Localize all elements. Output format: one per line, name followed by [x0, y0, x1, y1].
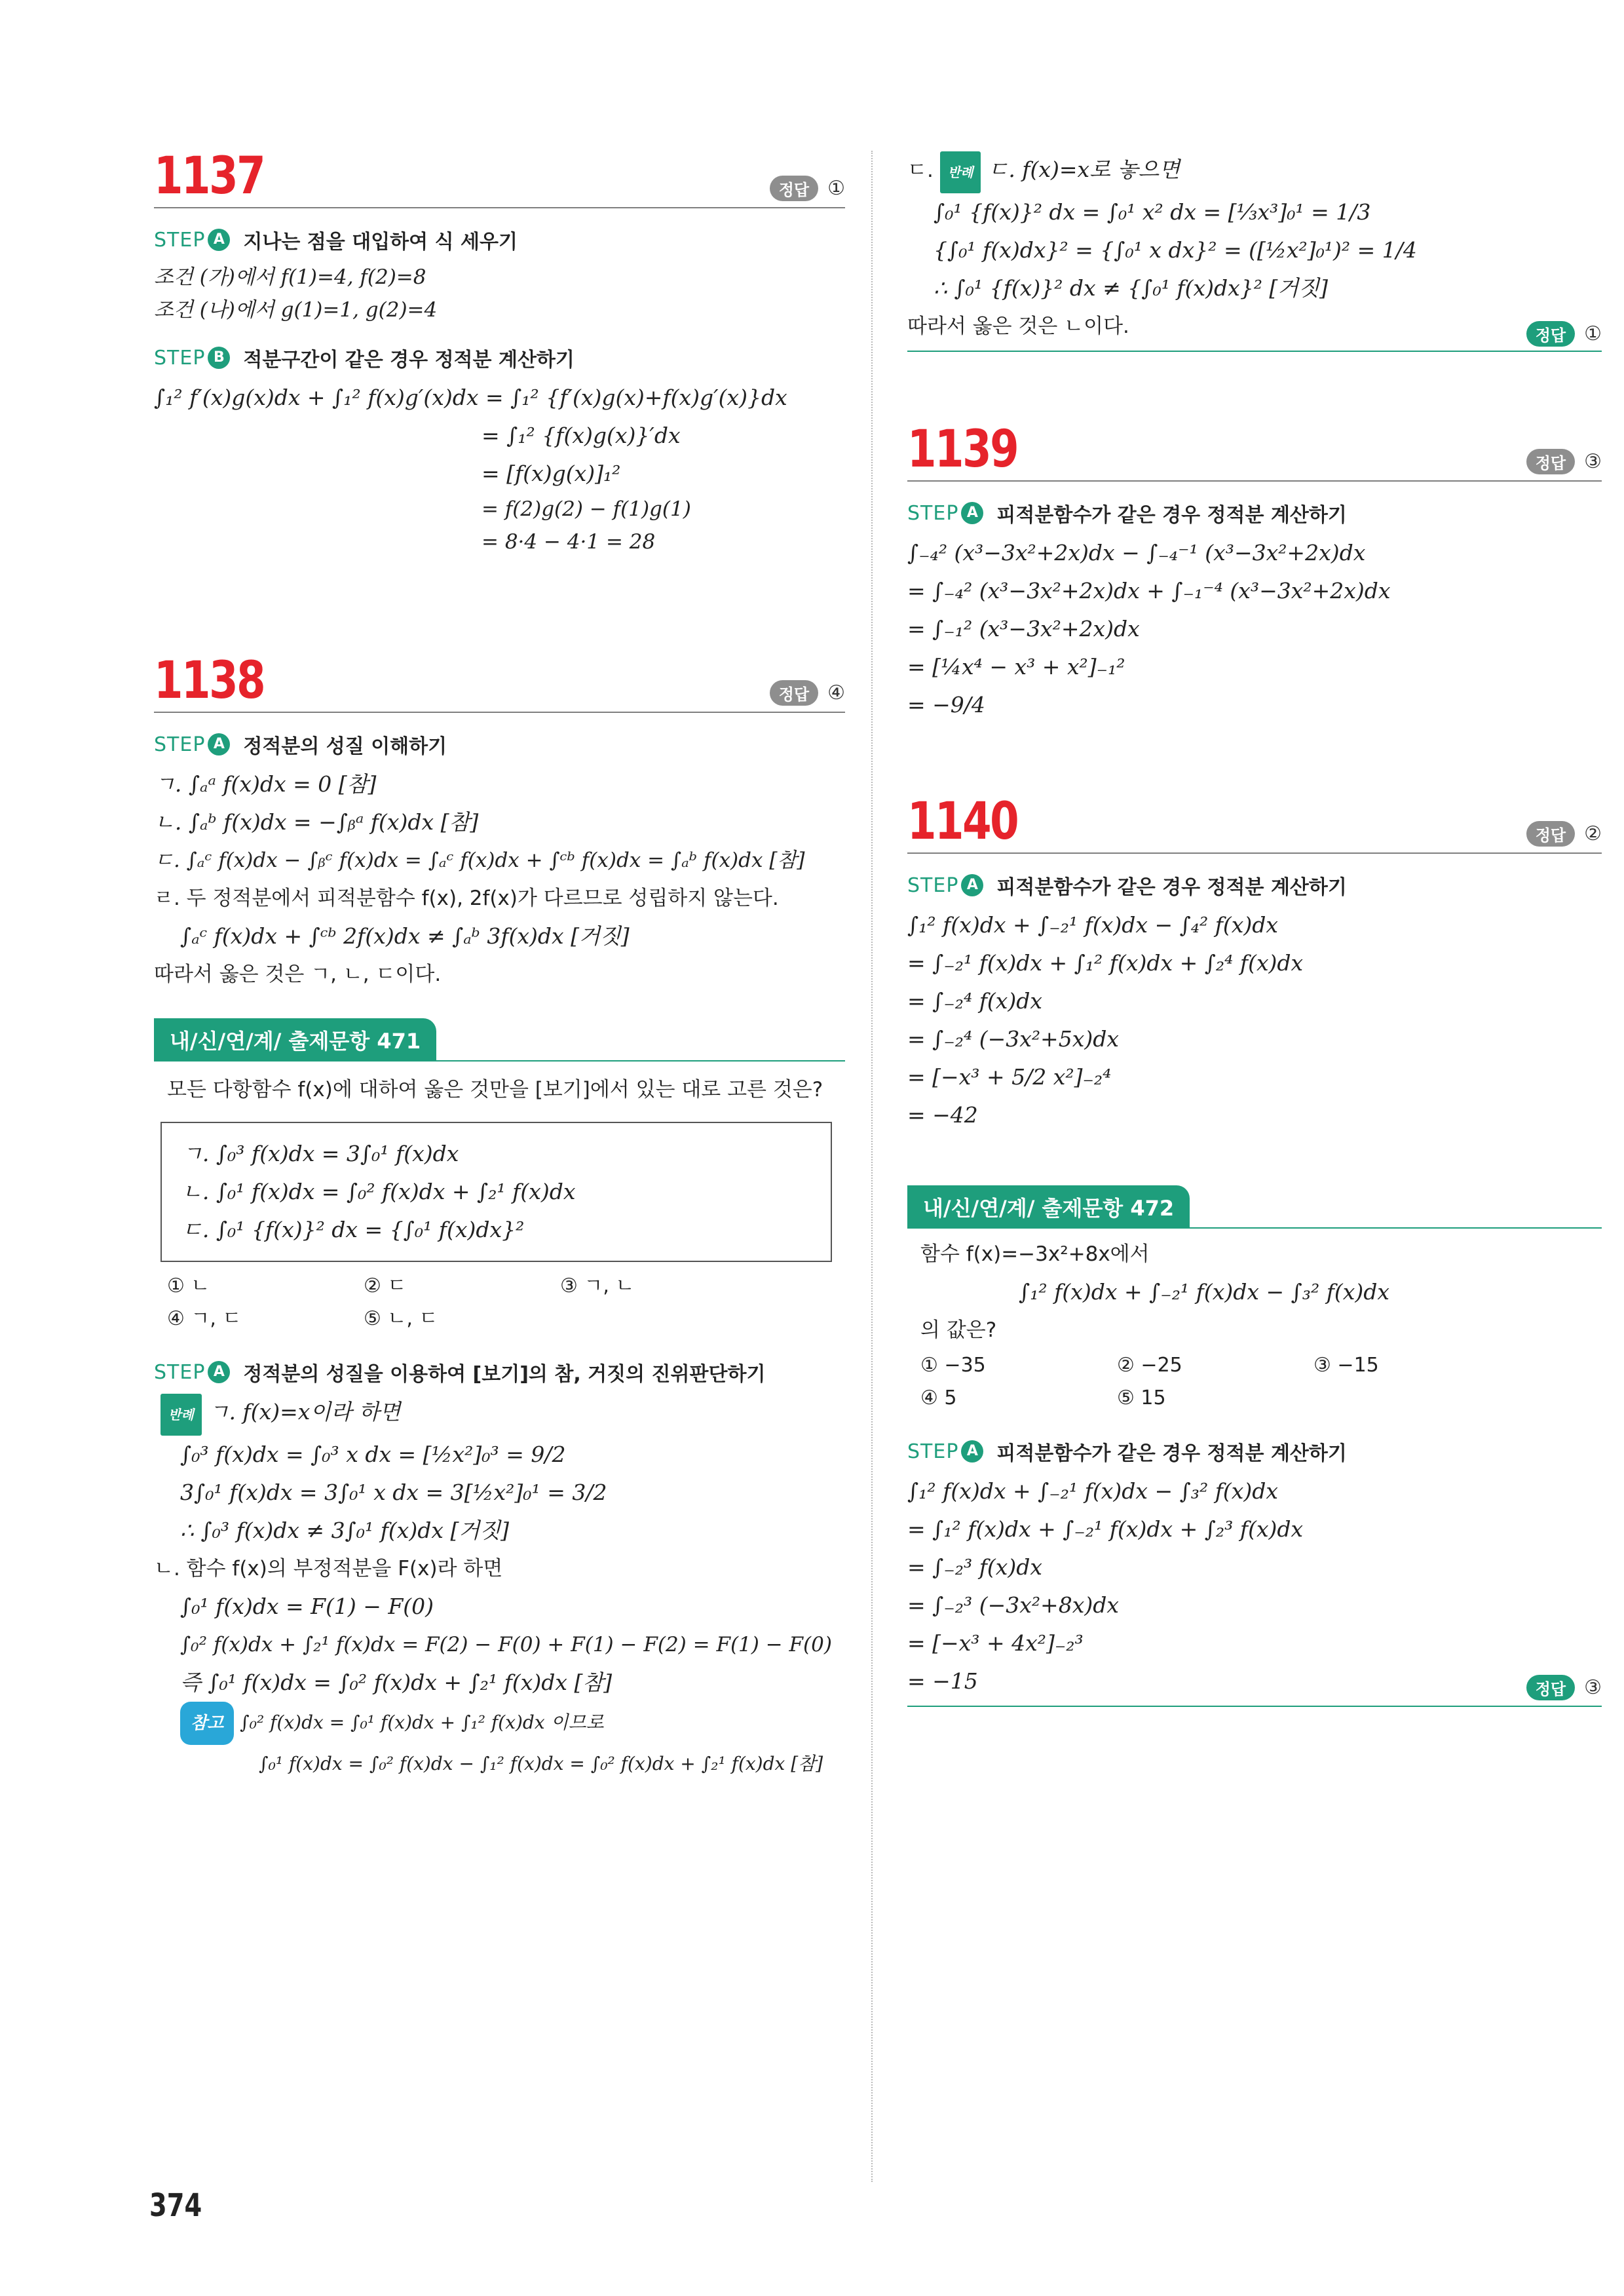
step-word: STEP	[154, 1360, 206, 1384]
step-letter: B	[208, 347, 230, 369]
step-a-heading	[907, 499, 1602, 527]
step-letter: A	[961, 502, 983, 524]
choice-list	[167, 1270, 845, 1335]
choice-5: ⑤ 15	[1117, 1387, 1166, 1409]
answer-value: ③	[1584, 450, 1602, 473]
step-title: 지나는 점을 대입하여 식 세우기	[243, 231, 518, 254]
math-line: = ∫₋₂⁴ (−3x²+5x)dx	[907, 1026, 1119, 1052]
box-line: ㄷ. ∫₀¹ {f(x)}² dx = {∫₀¹ f(x)dx}²	[181, 1217, 525, 1242]
step-title: 피적분함수가 같은 경우 정적분 계산하기	[996, 876, 1347, 899]
step-word: STEP	[154, 228, 206, 252]
answer-badge	[770, 680, 845, 706]
problem-1139	[907, 420, 1602, 724]
math-line: 조건 (나)에서 g(1)=1, g(2)=4	[154, 298, 438, 322]
problem-number: 1138	[154, 651, 265, 710]
note-line: ∫₀¹ f(x)dx = ∫₀² f(x)dx − ∫₁² f(x)dx = ∫₀² f(x)dx + ∫₂¹ f(x)dx [참]	[259, 1753, 823, 1774]
step-word: STEP	[907, 1440, 959, 1463]
problem-number: 1140	[907, 792, 1018, 851]
math-line: = −9/4	[907, 692, 985, 718]
step-a-heading	[154, 1358, 845, 1387]
math-line: = ∫₁² f(x)dx + ∫₋₂¹ f(x)dx + ∫₂³ f(x)dx	[907, 1516, 1304, 1542]
math-line: = ∫₋₁² (x³−3x²+2x)dx	[907, 616, 1140, 641]
math-line: ∫₀¹ f(x)dx = F(1) − F(0)	[180, 1594, 434, 1619]
choice-3: ③ ㄱ, ㄴ	[560, 1274, 635, 1297]
math-line	[154, 1393, 845, 1436]
step-letter: A	[208, 1361, 230, 1383]
math-line: = f(2)g(2) − f(1)g(1)	[482, 497, 691, 521]
note-line	[154, 1702, 845, 1745]
step-a-heading	[154, 225, 845, 254]
solution-472	[907, 1472, 1602, 1707]
step-letter: A	[961, 1440, 983, 1463]
divider	[907, 852, 1602, 854]
counterexample-tag: 반례	[940, 151, 981, 193]
note-tag: 참고	[180, 1702, 234, 1745]
text-line: 따라서 옳은 것은 ㄱ, ㄴ, ㄷ이다.	[154, 963, 442, 986]
math-line: = ∫₁² {f(x)g(x)}′dx	[482, 423, 681, 448]
divider	[154, 712, 845, 713]
math-line: ∫₁² f(x)dx + ∫₋₂¹ f(x)dx − ∫₃² f(x)dx	[1019, 1279, 1390, 1305]
divider	[907, 1706, 1602, 1707]
choice-list	[920, 1349, 1602, 1415]
answer-label: 정답	[770, 176, 818, 201]
problem-number: 1137	[154, 147, 265, 206]
math-line: ㄱ. ∫ₐᵃ f(x)dx = 0 [참]	[154, 771, 377, 797]
step-a-heading	[907, 1437, 1602, 1466]
math-line: ∫₀² f(x)dx + ∫₂¹ f(x)dx = F(2) − F(0) + F(1) − F(2) = F(1) − F(0)	[180, 1633, 832, 1656]
line-text: ㄱ. f(x)=x이라 하면	[208, 1399, 401, 1425]
math-line: = ∫₋₂³ f(x)dx	[907, 1554, 1043, 1580]
divider	[907, 480, 1602, 482]
math-line: ∫ₐᶜ f(x)dx + ∫ᶜᵇ 2f(x)dx ≠ ∫ₐᵇ 3f(x)dx [거짓]	[180, 923, 630, 949]
problem-1137	[154, 147, 845, 554]
math-line: = ∫₋₂⁴ f(x)dx	[907, 988, 1043, 1014]
math-line: = ∫₋₄² (x³−3x²+2x)dx + ∫₋₁⁻⁴ (x³−3x²+2x)dx	[907, 578, 1391, 603]
choice-4: ④ ㄱ, ㄷ	[167, 1307, 242, 1330]
math-line: = −42	[907, 1102, 978, 1128]
math-line: ∫₋₄² (x³−3x²+2x)dx − ∫₋₄⁻¹ (x³−3x²+2x)dx	[907, 540, 1366, 565]
question-text: 모든 다항함수 f(x)에 대하여 옳은 것만을 [보기]에서 있는 대로 고른 것은?	[167, 1078, 823, 1101]
step-word: STEP	[907, 873, 959, 897]
step-b-heading	[154, 343, 845, 372]
answer-badge	[770, 176, 845, 201]
answer-badge	[1526, 449, 1602, 474]
choice-2: ② ㄷ	[364, 1274, 407, 1297]
math-line: ∫₀¹ {f(x)}² dx = ∫₀¹ x² dx = [⅓x³]₀¹ = 1/3	[934, 199, 1371, 225]
step-title: 정적분의 성질 이해하기	[243, 735, 447, 758]
text-line: ㄴ. 함수 f(x)의 부정적분을 F(x)라 하면	[154, 1557, 503, 1580]
step-title: 적분구간이 같은 경우 정적분 계산하기	[243, 349, 575, 372]
math-line: = ∫₋₂¹ f(x)dx + ∫₁² f(x)dx + ∫₂⁴ f(x)dx	[907, 950, 1304, 976]
step-title: 피적분함수가 같은 경우 정적분 계산하기	[996, 504, 1347, 527]
math-line: ㄴ. ∫ₐᵇ f(x)dx = −∫ᵦᵃ f(x)dx [참]	[154, 809, 479, 835]
step-word: STEP	[907, 501, 959, 525]
box-line: ㄱ. ∫₀³ f(x)dx = 3∫₀¹ f(x)dx	[181, 1141, 459, 1166]
answer-badge	[1526, 821, 1602, 847]
example-box	[161, 1122, 832, 1262]
band-label: 내/신/연/계/ 출제문항 471	[154, 1018, 436, 1062]
math-line: ∴ ∫₀¹ {f(x)}² dx ≠ {∫₀¹ f(x)dx}² [거짓]	[934, 275, 1328, 301]
math-line: = [¼x⁴ − x³ + x²]₋₁²	[907, 654, 1125, 679]
problem-1140	[907, 792, 1602, 1134]
answer-value: ①	[1584, 322, 1602, 345]
math-line: ㄷ. ∫ₐᶜ f(x)dx − ∫ᵦᶜ f(x)dx = ∫ₐᶜ f(x)dx + ∫ᶜᵇ f(x)dx = ∫ₐᵇ f(x)dx [참]	[154, 849, 805, 872]
text-line: 따라서 옳은 것은 ㄴ이다.	[907, 315, 1129, 338]
divider	[154, 207, 845, 208]
step-word: STEP	[154, 733, 206, 756]
math-line: = [−x³ + 5/2 x²]₋₂⁴	[907, 1064, 1112, 1090]
column-separator	[871, 151, 873, 2182]
problem-1138	[154, 651, 845, 993]
line-text: ∫₀² f(x)dx = ∫₀¹ f(x)dx + ∫₁² f(x)dx 이므로	[240, 1712, 604, 1733]
right-column	[907, 151, 1602, 1707]
math-line: = ∫₋₂³ (−3x²+8x)dx	[907, 1592, 1119, 1618]
band-label: 내/신/연/계/ 출제문항 472	[907, 1185, 1190, 1229]
choice-1: ① −35	[920, 1354, 986, 1377]
continuation-471	[907, 151, 1602, 352]
answer-value: ④	[827, 681, 845, 704]
math-line: 즉 ∫₀¹ f(x)dx = ∫₀² f(x)dx + ∫₂¹ f(x)dx [참]	[180, 1670, 613, 1695]
choice-2: ② −25	[1117, 1354, 1182, 1377]
math-line: ㄷ. 반례 ㄷ. f(x)=x로 놓으면	[907, 151, 1602, 193]
related-question-band-471	[154, 1020, 845, 1062]
answer-label: 정답	[1526, 1675, 1575, 1700]
answer-badge	[1526, 1675, 1602, 1700]
answer-label: 정답	[1526, 321, 1575, 347]
step-a-heading	[154, 730, 845, 759]
math-line: = [f(x)g(x)]₁²	[482, 461, 621, 486]
math-line: = −15	[907, 1668, 978, 1694]
question-text: 함수 f(x)=−3x²+8x에서	[920, 1242, 1150, 1266]
choice-3: ③ −15	[1313, 1354, 1379, 1377]
answer-value: ②	[1584, 822, 1602, 845]
answer-badge	[1526, 321, 1602, 347]
math-line: = 8·4 − 4·1 = 28	[482, 530, 656, 554]
math-line: 조건 (가)에서 f(1)=4, f(2)=8	[154, 265, 426, 289]
step-a-heading	[907, 871, 1602, 900]
choice-5: ⑤ ㄴ, ㄷ	[364, 1307, 438, 1330]
math-line: = [−x³ + 4x²]₋₂³	[907, 1630, 1084, 1656]
step-word: STEP	[154, 346, 206, 370]
math-line: ∫₀³ f(x)dx = ∫₀³ x dx = [½x²]₀³ = 9/2	[180, 1442, 566, 1467]
question-text: 의 값은?	[920, 1318, 997, 1342]
math-line: {∫₀¹ f(x)dx}² = {∫₀¹ x dx}² = ([½x²]₀¹)² = 1/4	[934, 237, 1417, 263]
answer-label: 정답	[770, 680, 818, 706]
divider	[907, 351, 1602, 352]
page-number: 374	[149, 2187, 202, 2224]
math-line: ∫₁² f(x)dx + ∫₋₂¹ f(x)dx − ∫₃² f(x)dx	[907, 1478, 1279, 1504]
step-letter: A	[961, 874, 983, 896]
answer-value: ③	[1584, 1676, 1602, 1699]
step-letter: A	[208, 229, 230, 251]
step-title: 정적분의 성질을 이용하여 [보기]의 참, 거짓의 진위판단하기	[243, 1363, 766, 1386]
line-text: ㄷ. f(x)=x로 놓으면	[987, 157, 1180, 182]
choice-1: ① ㄴ	[167, 1274, 210, 1297]
answer-label: 정답	[1526, 449, 1575, 474]
answer-label: 정답	[1526, 821, 1575, 847]
counterexample-tag: 반례	[161, 1394, 202, 1436]
math-line: ∴ ∫₀³ f(x)dx ≠ 3∫₀¹ f(x)dx [거짓]	[180, 1518, 510, 1543]
step-title: 피적분함수가 같은 경우 정적분 계산하기	[996, 1442, 1347, 1465]
left-column	[154, 147, 845, 1783]
math-line: ∫₁² f′(x)g(x)dx + ∫₁² f(x)g′(x)dx = ∫₁² {f′(x)g(x)+f(x)g′(x)}dx	[154, 385, 787, 410]
answer-value: ①	[827, 177, 845, 200]
step-letter: A	[208, 733, 230, 756]
related-question-band-472	[907, 1187, 1602, 1229]
math-line: 3∫₀¹ f(x)dx = 3∫₀¹ x dx = 3[½x²]₀¹ = 3/2	[180, 1480, 607, 1505]
math-line: ∫₁² f(x)dx + ∫₋₂¹ f(x)dx − ∫₄² f(x)dx	[907, 912, 1279, 938]
choice-4: ④ 5	[920, 1387, 957, 1409]
box-line: ㄴ. ∫₀¹ f(x)dx = ∫₀² f(x)dx + ∫₂¹ f(x)dx	[181, 1179, 576, 1204]
text-line: ㄹ. 두 정적분에서 피적분함수 f(x), 2f(x)가 다르므로 성립하지 않는다.	[154, 887, 779, 910]
problem-number: 1139	[907, 420, 1018, 479]
